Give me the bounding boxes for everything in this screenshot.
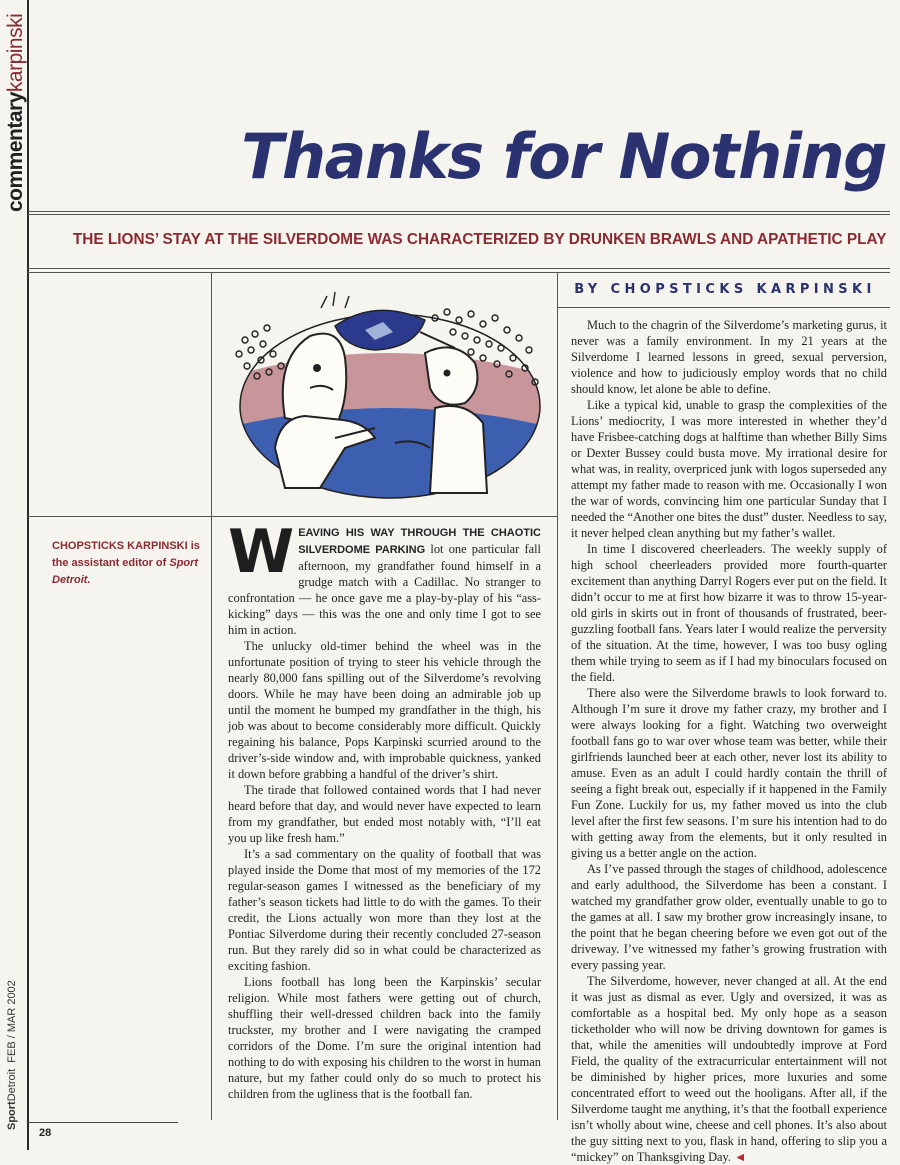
article-column-2 (571, 317, 887, 1164)
folio-date: FEB / MAR 2002 (6, 980, 18, 1063)
footer-rule (28, 1122, 178, 1123)
article-paragraph: The unlucky old-timer behind the wheel was in the unfortunate position of trying to steer his vehicle through the nearly 80,000 fans spilling out of the Silverdome’s revolving doors. While he may have been doing an admirable job up until the moment he bumped my grandfather in the thigh, his job was about to become considerably more difficult. Quickly regaining his balance, Pops Karpinski scurried around to the driver’s-side window and, with improbable quickness, yanked it down before grabbing a handful of the driver’s shirt. (228, 639, 541, 781)
folio-brand-rest: Detroit (6, 1068, 18, 1102)
article-paragraph: The tirade that followed contained words that I had never heard before that day, and would never have expected to learn from my grandfather, but ended most notably with, “I’ll eat you up like fresh ham.” (228, 783, 541, 845)
bio-magazine: Sport Detroit. (52, 557, 199, 586)
bio-rule (28, 516, 212, 517)
section-kicker: commentary (4, 92, 27, 212)
article-paragraph: There also were the Silverdome brawls to look forward to. Although I’m sure it drove my father crazy, my brother and I were always looking for a fight. Watching two overweight football fans go to war over whose team was better, while their girlfriends launched beer at each other, never lost its ability to amuse. Even as an adult I could hardly contain the thrill of seeing a fight break out, especially if it happened in the Family Fun Zone. Luckily for us, my father moved us into the club level after the first few seasons. I’m sure his intention had to do with getting away from the elements, but it only resulted in giving us a better angle on the action. (571, 686, 887, 860)
article-paragraph: Lions football has long been the Karpinskis’ secular religion. While most fathers were getting out of church, shuffling their well-dressed children back into the family truckster, my brother and I were navigating the cramped corridors of the Dome. I’m sure the original intention had nothing to do with exposing his children to the worst in human nature, but my father could only do so much to protect his children from the ugliness that is the football fan. (228, 975, 541, 1101)
article-paragraph: Much to the chagrin of the Silverdome’s marketing gurus, it never was a family environment. In my 21 years at the Silverdome I learned lessons in greed, sexual perversion, violence and how to judiciously employ words that no child should know, let alone be able to define. (571, 318, 887, 396)
byline: BY CHOPSTICKS KARPINSKI (574, 282, 876, 297)
paragraph-text: The Silverdome, however, never changed at all. At the end it was just as dismal as ever. Ugly and oversized, it was as comfortable as a hospital bed. My only hope as a season ticketholder who will now be driving downtown for games is that, while the amenities will undoubtedly improve at Ford Field, the quality of the extracurricular entertainment will not be diminished by higher prices, more luxuries and some concentrated effort to weed out the hooligans. After all, if the Silverdome taught me anything, it’s that the football experience isn’t wholly about wine, cheese and cell phones. It’s also about the guy sitting next to you, flask in hand, offering to slip you a “mickey” on Thanksgiving Day. (571, 974, 887, 1164)
rule-under-headline (28, 211, 890, 212)
article-paragraph (571, 973, 887, 1165)
rule-above-body-2 (28, 272, 890, 273)
motion-lines (321, 292, 349, 308)
rule-under-headline-2 (28, 214, 890, 215)
article-column-1 (228, 517, 541, 1106)
paragraph-text: lot one particular fall afternoon, my grandfather found himself in a grudge match with a Cadillac. No stranger to confrontation — he once gave me a play-by-play of his “ass-kicking” days — this was the one and only time I got to see him in action. (228, 542, 541, 637)
article-paragraph: It’s a sad commentary on the quality of football that was played inside the Dome that most of my memories of the 172 regular-season games I witnessed as the beneficiary of my father’s season tickets had little to do with the games. To their credit, the Lions actually won more than they lost at the Pontiac Silverdome during their recently concluded 27-season run. But they rarely did so in what could be characterized as exciting fashion. (228, 847, 541, 973)
headline: Thanks for Nothing (241, 120, 886, 193)
article-paragraph (228, 517, 541, 638)
article-paragraph: In time I discovered cheerleaders. The weekly supply of high school cheerleaders provided more fourth-quarter excitement than anything Darryl Rogers ever put on the field. It didn’t occur to me at first how bizarre it was to throw 15-year-old girls in skirts out in front of thousands of frustrated, beer-guzzling football fans. Years later I would realize the perversity of the situation. At the time, however, I was too busy ogling them while trying to seem as if I had my binoculars focused on the field. (571, 542, 887, 684)
end-mark-icon: ◄ (734, 1150, 747, 1164)
byline-rule (557, 307, 890, 308)
lead-in: EAVING HIS WAY THROUGH THE CHAOTIC SILVERDOME PARKING (298, 527, 541, 556)
bio-text: CHOPSTICKS KARPINSKI is the assistant editor of (52, 540, 200, 569)
drop-cap: W (228, 517, 295, 587)
deck: THE LIONS’ STAY AT THE SILVERDOME WAS CHARACTERIZED BY DRUNKEN BRAWLS AND APATHETIC PLAY (72, 231, 886, 248)
column-divider-left (211, 272, 212, 1120)
fight-illustration (225, 288, 555, 514)
article-paragraph: As I’ve passed through the stages of childhood, adolescence and early adulthood, the Silverdome has been a constant. I watched my grandfather grow older, eventually unable to go to the games at all. I saw my brother grow increasingly insane, to the point that he began cheering before we even got out of the driveway. I’ve witnessed my father’s growing frustration with every passing year. (571, 862, 887, 972)
column-divider-right (557, 272, 558, 1120)
author-bio (52, 538, 202, 589)
page-number: 28 (39, 1127, 52, 1139)
folio-sidebar (6, 960, 24, 1130)
section-label (4, 12, 26, 212)
folio-brand-bold: Sport (6, 1101, 18, 1130)
section-name: karpinski (4, 13, 27, 93)
article-paragraph: Like a typical kid, unable to grasp the complexities of the Lions’ mediocrity, I was more interested in whether they’d have Frisbee-catching dogs at halftime than whether Billy Sims or Dexter Bussey could busta move. My irrational desire for what was, in reality, overpriced junk with logos superseded any attempt my father made to reason with me. Occasionally I won the war of words, convincing him one particular Sunday that I needed the “Another one bites the dust” duster. Needless to say, it never helped clean anything but my father’s wallet. (571, 398, 887, 540)
rule-above-body (28, 268, 890, 269)
